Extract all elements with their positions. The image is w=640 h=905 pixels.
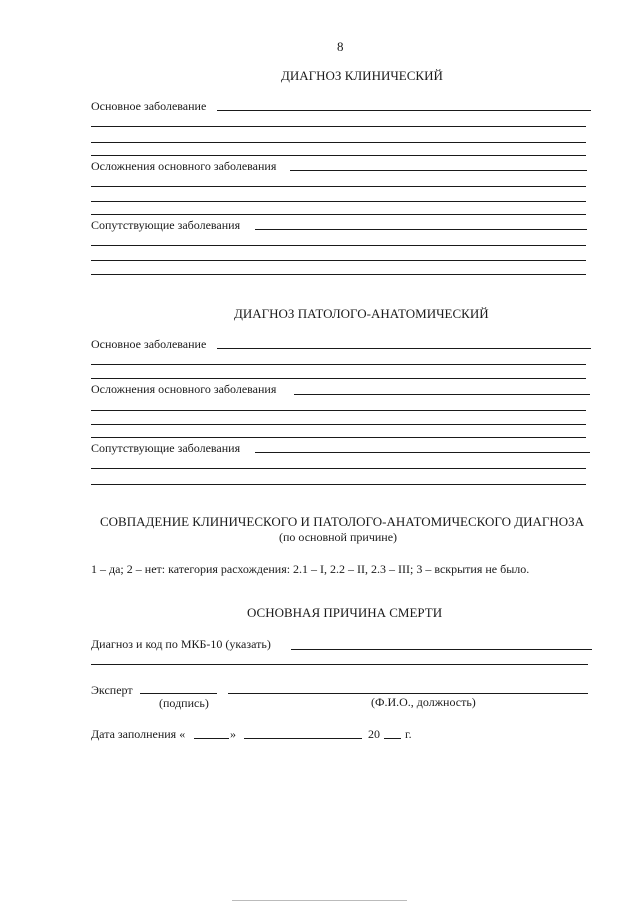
- clinical-complications-line-2[interactable]: [91, 186, 586, 187]
- clinical-main-disease-field[interactable]: [217, 110, 591, 111]
- pathoanatomical-main-disease-line-3[interactable]: [91, 378, 586, 379]
- clinical-heading: ДИАГНОЗ КЛИНИЧЕСКИЙ: [281, 68, 443, 83]
- match-heading: СОВПАДЕНИЕ КЛИНИЧЕСКОГО И ПАТОЛОГО-АНАТОМИЧЕСКОГО ДИАГНОЗА: [100, 514, 585, 529]
- death-cause-diagnosis-field[interactable]: [291, 649, 592, 650]
- pathoanatomical-complications-field[interactable]: [294, 394, 590, 395]
- pathoanatomical-main-disease-label: Основное заболевание: [91, 337, 207, 351]
- clinical-complications-label: Осложнения основного заболевания: [91, 159, 277, 173]
- pathoanatomical-comorbidities-line-3[interactable]: [91, 484, 586, 485]
- expert-label: Эксперт: [91, 683, 133, 697]
- date-quote-close: »: [230, 727, 236, 741]
- pathoanatomical-complications-line-4[interactable]: [91, 437, 586, 438]
- clinical-main-disease-line-3[interactable]: [91, 142, 586, 143]
- pathoanatomical-complications-label: Осложнения основного заболевания: [91, 382, 277, 396]
- clinical-comorbidities-line-4[interactable]: [91, 274, 586, 275]
- clinical-complications-line-4[interactable]: [91, 214, 586, 215]
- pathoanatomical-complications-line-3[interactable]: [91, 424, 586, 425]
- date-day-field[interactable]: [194, 738, 229, 739]
- pathoanatomical-complications-line-2[interactable]: [91, 410, 586, 411]
- page-number: 8: [337, 39, 344, 54]
- pathoanatomical-comorbidities-field[interactable]: [255, 452, 590, 453]
- clinical-comorbidities-label: Сопутствующие заболевания: [91, 218, 241, 232]
- expert-name-field[interactable]: [228, 693, 588, 694]
- clinical-complications-field[interactable]: [290, 170, 587, 171]
- clinical-comorbidities-line-3[interactable]: [91, 260, 586, 261]
- clinical-main-disease-label: Основное заболевание: [91, 99, 207, 113]
- date-year-suffix: г.: [405, 727, 412, 741]
- pathoanatomical-comorbidities-label: Сопутствующие заболевания: [91, 441, 241, 455]
- clinical-comorbidities-field[interactable]: [255, 229, 587, 230]
- date-year-prefix: 20: [368, 727, 380, 741]
- date-month-field[interactable]: [244, 738, 362, 739]
- match-subheading: (по основной причине): [279, 530, 398, 544]
- expert-signature-caption: (подпись): [159, 696, 209, 710]
- match-categories: 1 – да; 2 – нет: категория расхождения: 2.1 – I, 2.2 – II, 2.3 – III; 3 – вскрытия не было.: [91, 562, 530, 576]
- clinical-main-disease-line-4[interactable]: [91, 155, 586, 156]
- death-cause-diagnosis-label: Диагноз и код по МКБ-10 (указать): [91, 637, 271, 651]
- pathoanatomical-heading: ДИАГНОЗ ПАТОЛОГО-АНАТОМИЧЕСКИЙ: [234, 306, 489, 321]
- pathoanatomical-main-disease-line-2[interactable]: [91, 364, 586, 365]
- date-year-field[interactable]: [384, 738, 401, 739]
- pathoanatomical-main-disease-field[interactable]: [217, 348, 591, 349]
- expert-name-caption: (Ф.И.О., должность): [371, 695, 476, 709]
- death-cause-diagnosis-line-2[interactable]: [91, 664, 588, 665]
- date-label: Дата заполнения «: [91, 727, 186, 741]
- bottom-divider: [232, 900, 407, 901]
- clinical-complications-line-3[interactable]: [91, 201, 586, 202]
- expert-signature-field[interactable]: [140, 693, 217, 694]
- clinical-comorbidities-line-2[interactable]: [91, 245, 586, 246]
- death-cause-heading: ОСНОВНАЯ ПРИЧИНА СМЕРТИ: [247, 605, 443, 620]
- clinical-main-disease-line-2[interactable]: [91, 126, 586, 127]
- pathoanatomical-comorbidities-line-2[interactable]: [91, 468, 586, 469]
